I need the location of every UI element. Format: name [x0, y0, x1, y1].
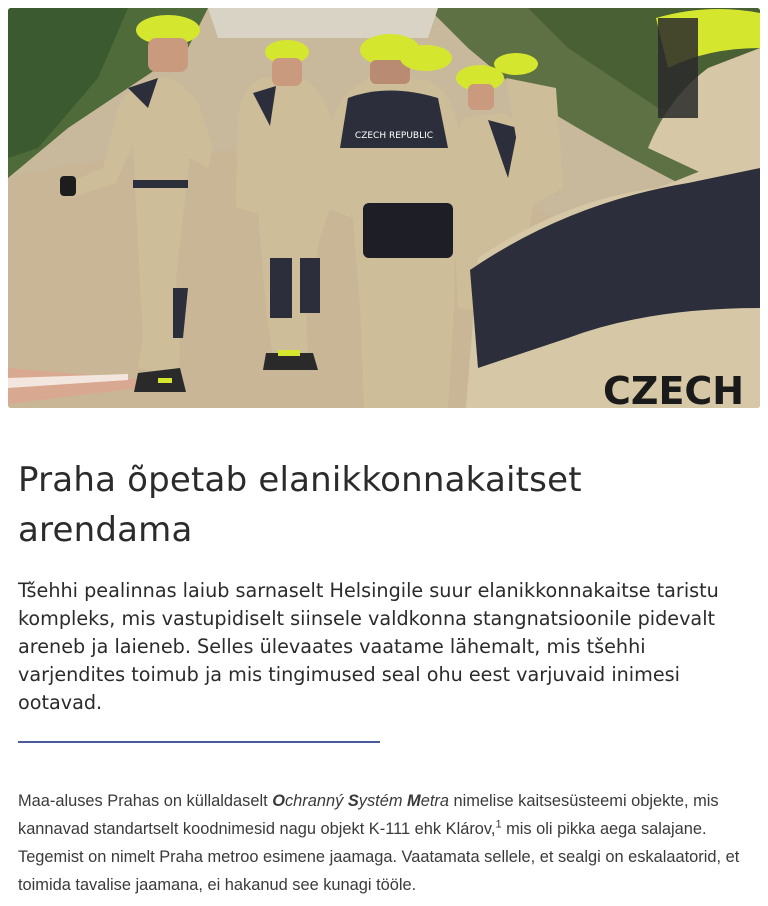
article-lead: Tšehhi pealinnas laiub sarnaselt Helsingile suur elanikkonnakaitse taristu kompleks, mis vastupidiselt siinsele valdkonna stangnatsioonile pidevalt areneb ja laieneb. Selles ülevaates vaatame lähemalt, mis tšehhi varjendites toimub ja mis tingimused seal ohu eest varjuvaid inimesi ootavad. [18, 579, 719, 714]
back-print: CZECH [603, 369, 745, 408]
article-body [18, 787, 743, 899]
rescue-team-illustration [8, 8, 760, 408]
system-name: Ochranný Systém Metra [272, 792, 449, 810]
article-title: Praha õpetab elanikkonnakaitset arendama [18, 460, 582, 550]
article [18, 455, 738, 899]
body-text-middle: nimelise kaitsesüsteemi objekte, mis kannavad standartselt koodnimesid nagu objekt K-111 ehk Klárov, [18, 792, 719, 838]
divider [18, 741, 380, 743]
body-text-end: mis oli pikka aega salajane. Tegemist on nimelt Praha metroo esimene jaamaga. Vaatamata sellele, et sealgi on eskalaatorid, et toimida tavalise jaamana, ei hakanud see kunagi tööle. [18, 820, 740, 894]
body-text-start: Maa-aluses Prahas on küllaldaselt [18, 792, 273, 810]
footnote-link[interactable]: 1 [495, 818, 502, 831]
hero-photo [8, 8, 760, 408]
jacket-print: CZECH REPUBLIC [354, 131, 434, 141]
